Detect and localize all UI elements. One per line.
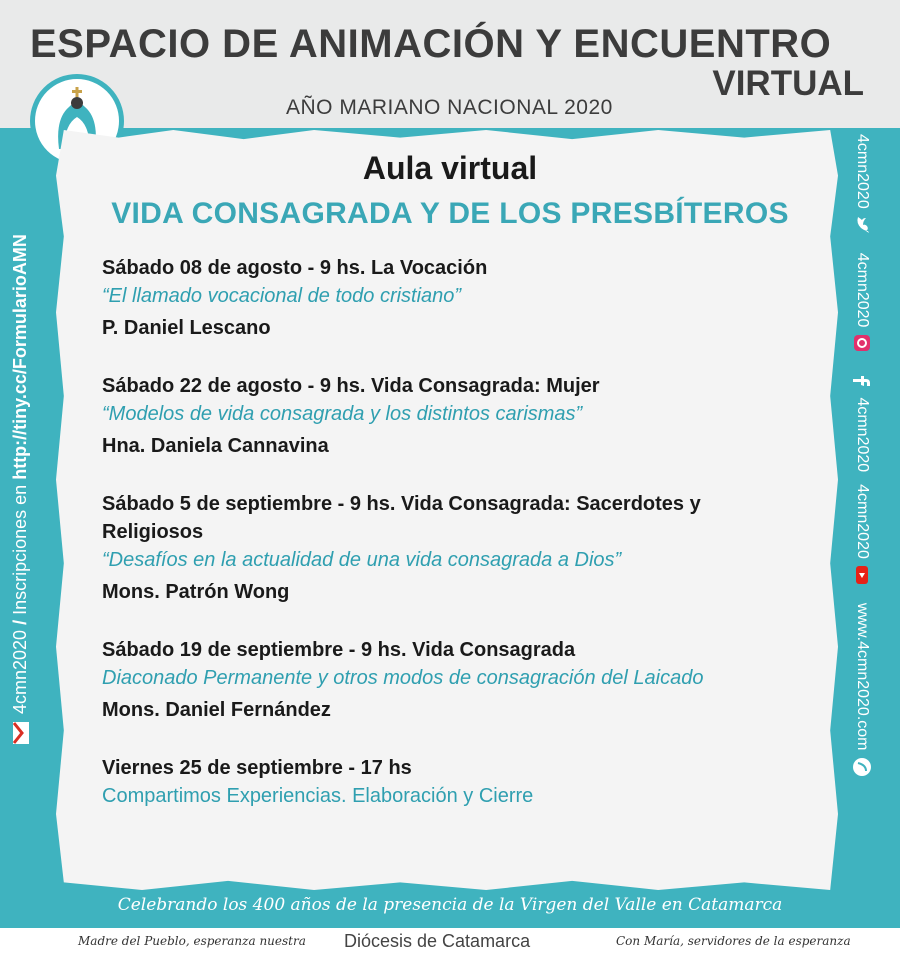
left-sidebar xyxy=(10,234,31,744)
social-instagram[interactable] xyxy=(852,253,872,360)
session-topic: Diaconado Permanente y otros modos de consagración del Laicado xyxy=(102,667,704,689)
logo-badge-icon xyxy=(852,757,872,777)
session-heading: Sábado 19 de septiembre - 9 hs. Vida Consagrada xyxy=(102,639,576,661)
social-website[interactable] xyxy=(852,603,872,783)
session-topic: Compartimos Experiencias. Elaboración y Cierre xyxy=(102,785,534,807)
social-facebook[interactable] xyxy=(852,371,872,472)
social-youtube[interactable] xyxy=(852,484,872,591)
card-title: Aula virtual xyxy=(362,150,538,186)
footer-diocese: Diócesis de Catamarca xyxy=(344,931,531,951)
page-title: ESPACIO DE ANIMACIÓN Y ENCUENTRO xyxy=(30,22,832,66)
right-sidebar xyxy=(852,134,872,795)
email-handle[interactable]: 4cmn2020 xyxy=(10,629,30,714)
session-item xyxy=(102,254,792,342)
separator: / xyxy=(10,619,30,625)
instagram-handle: 4cmn2020 xyxy=(854,252,871,328)
session-heading: Sábado 5 de septiembre - 9 hs. Vida Consagrada: Sacerdotes y Religiosos xyxy=(102,493,701,543)
session-item xyxy=(102,636,792,724)
twitter-handle: 4cmn2020 xyxy=(854,134,871,209)
social-twitter[interactable] xyxy=(852,134,872,241)
card-subtitle: VIDA CONSAGRADA Y DE LOS PRESBÍTEROS xyxy=(111,197,789,230)
registration-link[interactable]: http://tiny.cc/FormularioAMN xyxy=(10,234,30,480)
session-list xyxy=(102,254,792,840)
session-item xyxy=(102,490,792,606)
session-item xyxy=(102,754,792,810)
title-suffix: VIRTUAL xyxy=(712,64,864,103)
session-topic: “Modelos de vida consagrada y los distintos carismas” xyxy=(102,403,583,425)
twitter-icon xyxy=(852,215,872,235)
session-heading: Sábado 22 de agosto - 9 hs. Vida Consagrada: Mujer xyxy=(102,375,600,397)
tagline: Celebrando los 400 años de la presencia de la Virgen del Valle en Catamarca xyxy=(117,895,783,915)
gmail-icon xyxy=(13,722,29,744)
facebook-icon xyxy=(852,371,872,391)
session-speaker: Mons. Daniel Fernández xyxy=(102,699,331,721)
session-heading: Sábado 08 de agosto - 9 hs. La Vocación xyxy=(102,257,488,279)
facebook-handle: 4cmn2020 xyxy=(854,397,871,473)
session-topic: “Desafíos en la actualidad de una vida consagrada a Dios” xyxy=(102,549,622,571)
instagram-icon xyxy=(852,333,872,353)
session-heading: Viernes 25 de septiembre - 17 hs xyxy=(102,757,412,779)
footer-motto-right: Con María, servidores de la esperanza xyxy=(616,934,851,948)
youtube-handle: 4cmn2020 xyxy=(854,484,871,559)
page-subtitle: AÑO MARIANO NACIONAL 2020 xyxy=(286,96,613,119)
footer-motto-left: Madre del Pueblo, esperanza nuestra xyxy=(78,934,306,948)
session-speaker: Mons. Patrón Wong xyxy=(102,581,290,603)
session-topic: “El llamado vocacional de todo cristiano” xyxy=(102,285,462,307)
youtube-icon xyxy=(852,565,872,585)
session-item xyxy=(102,372,792,460)
website-url: www.4cmn2020.com xyxy=(854,602,871,751)
session-speaker: P. Daniel Lescano xyxy=(102,317,271,339)
session-speaker: Hna. Daniela Cannavina xyxy=(102,435,329,457)
inscriptions-label: Inscripciones en xyxy=(10,484,30,615)
